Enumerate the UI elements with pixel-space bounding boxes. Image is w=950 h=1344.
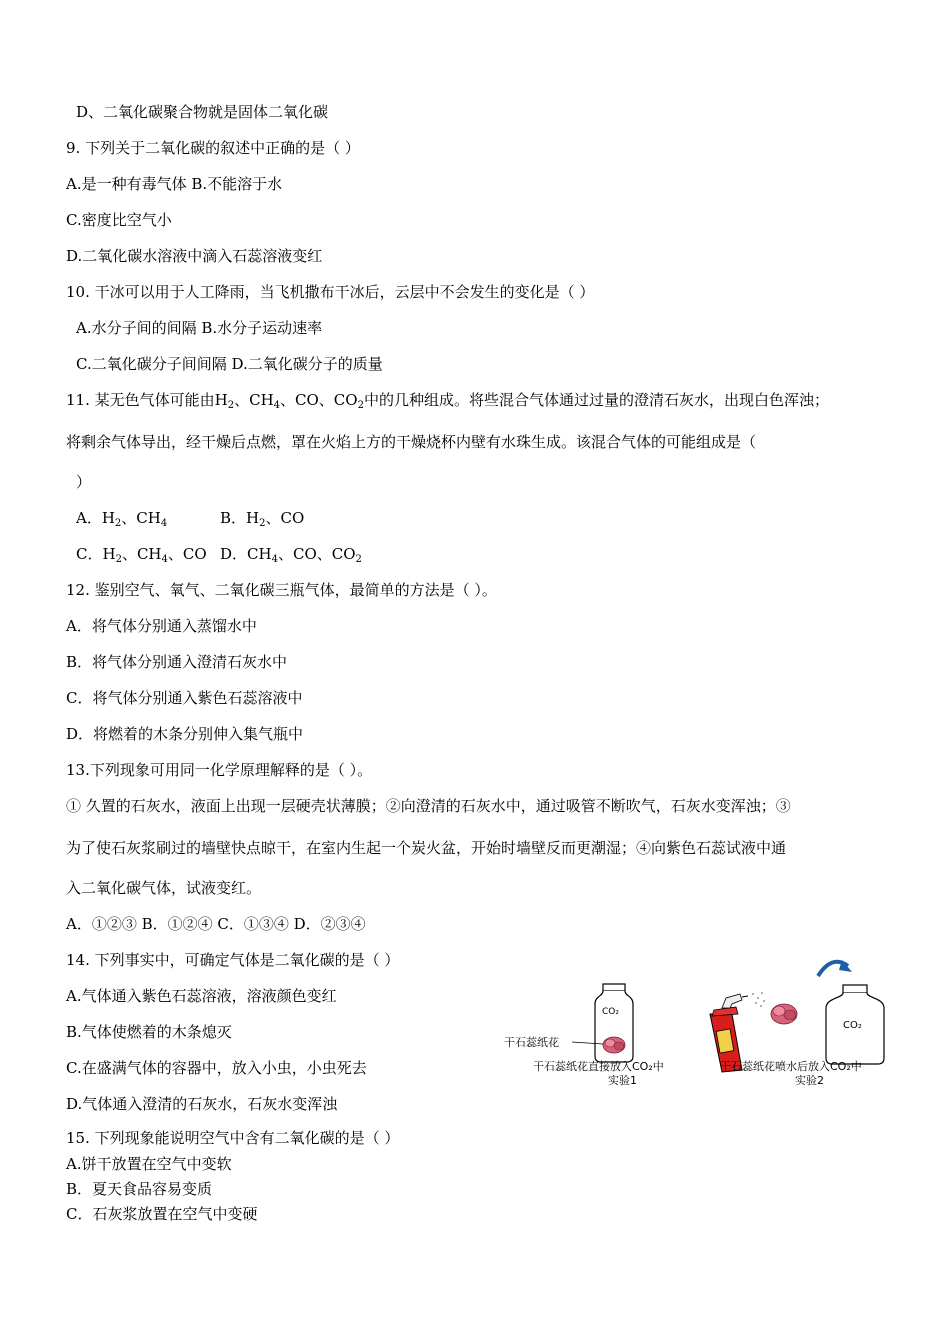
question-11-stem-line-3: ） <box>76 473 92 491</box>
curved-arrow-icon <box>818 960 852 976</box>
caption-experiment-1: 干石蕊纸花直接放入CO₂中 <box>533 1060 664 1073</box>
label-experiment-1: 实验1 <box>608 1074 637 1087</box>
question-13-stem: 13.下列现象可用同一化学原理解释的是（ ）。 <box>66 761 373 779</box>
question-12-stem: 12. 鉴别空气、氧气、二氧化碳三瓶气体，最简单的方法是（ ）。 <box>66 581 497 599</box>
question-15-option-b: B．夏天食品容易变质 <box>66 1180 213 1198</box>
jar-2-co2-label: CO₂ <box>843 1020 862 1031</box>
experiment-diagram <box>500 952 920 1102</box>
question-12-option-a: A．将气体分别通入蒸馏水中 <box>66 617 257 635</box>
question-11-option-a: A．$H_2$、$CH_4$ <box>76 509 168 529</box>
question-14-stem: 14. 下列事实中，可确定气体是二氧化碳的是（ ） <box>66 951 400 969</box>
question-12-option-c: C．将气体分别通入紫色石蕊溶液中 <box>66 689 303 707</box>
label-experiment-2: 实验2 <box>795 1074 824 1087</box>
question-11-stem-line-1: 11. 某无色气体可能由$H_2$、$CH_4$、CO、$CO_2$中的几种组成。将些混合气体通过过量的澄清石灰水，出现白色浑浊； <box>66 391 829 411</box>
question-14-option-c: C.在盛满气体的容器中，放入小虫，小虫死去 <box>66 1059 367 1077</box>
question-10-options-ab: A.水分子间的间隔 B.水分子运动速率 <box>76 319 323 337</box>
caption-experiment-2: 干石蕊纸花喷水后放入CO₂中 <box>720 1060 862 1073</box>
question-12-option-d: D．将燃着的木条分别伸入集气瓶中 <box>66 725 304 743</box>
question-15-stem: 15. 下列现象能说明空气中含有二氧化碳的是（ ） <box>66 1129 400 1147</box>
question-9-options-ab: A.是一种有毒气体 B.不能溶于水 <box>66 175 283 193</box>
question-11-option-c: C．$H_2$、$CH_4$、CO <box>76 545 207 565</box>
question-9-option-c: C.密度比空气小 <box>66 211 172 229</box>
question-8-option-d: D、二氧化碳聚合物就是固体二氧化碳 <box>76 103 329 121</box>
question-13-paragraph-line-2: 为了使石灰浆刷过的墙壁快点晾干，在室内生起一个炭火盆，开始时墙壁反而更潮湿；④向紫色石蕊试液中通 <box>66 839 787 857</box>
question-10-stem: 10. 干冰可以用于人工降雨，当飞机撒布干冰后，云层中不会发生的变化是（ ） <box>66 283 595 301</box>
question-13-paragraph-line-3: 入二氧化碳气体，试液变红。 <box>66 879 262 897</box>
question-14-option-a: A.气体通入紫色石蕊溶液，溶液颜色变红 <box>66 987 337 1005</box>
question-15-option-a: A.饼干放置在空气中变软 <box>66 1155 232 1173</box>
jar-1-co2-label: CO₂ <box>602 1007 619 1017</box>
question-15-option-c: C．石灰浆放置在空气中变硬 <box>66 1205 258 1223</box>
question-12-option-b: B．将气体分别通入澄清石灰水中 <box>66 653 288 671</box>
flower-2-icon <box>771 1004 797 1024</box>
question-9-stem: 9. 下列关于二氧化碳的叙述中正确的是（ ） <box>66 139 360 157</box>
question-13-paragraph-line-1: ① 久置的石灰水，液面上出现一层硬壳状薄膜；②向澄清的石灰水中，通过吸管不断吹气，石灰水变浑浊；③ <box>66 797 791 815</box>
question-11-stem-line-2: 将剩余气体导出，经干燥后点燃，罩在火焰上方的干燥烧杯内壁有水珠生成。该混合气体的可能组成是（ <box>66 433 757 451</box>
spray-mist <box>752 992 765 1007</box>
question-11-option-b: B．$H_2$、CO <box>220 509 305 529</box>
question-14-option-b: B.气体使燃着的木条熄灭 <box>66 1023 232 1041</box>
question-14-option-d: D.气体通入澄清的石灰水，石灰水变浑浊 <box>66 1095 338 1113</box>
pointer-label: 干石蕊纸花 <box>504 1036 559 1049</box>
jar-2 <box>826 985 884 1064</box>
question-9-option-d: D.二氧化碳水溶液中滴入石蕊溶液变红 <box>66 247 323 265</box>
question-13-options: A．①②③ B．①②④ C．①③④ D．②③④ <box>66 915 366 933</box>
question-10-options-cd: C.二氧化碳分子间间隔 D.二氧化碳分子的质量 <box>76 355 383 373</box>
question-11-option-d: D．$CH_4$、CO、$CO_2$ <box>220 545 362 565</box>
flower-1-icon <box>603 1037 625 1053</box>
experiment-figure <box>500 952 920 1102</box>
